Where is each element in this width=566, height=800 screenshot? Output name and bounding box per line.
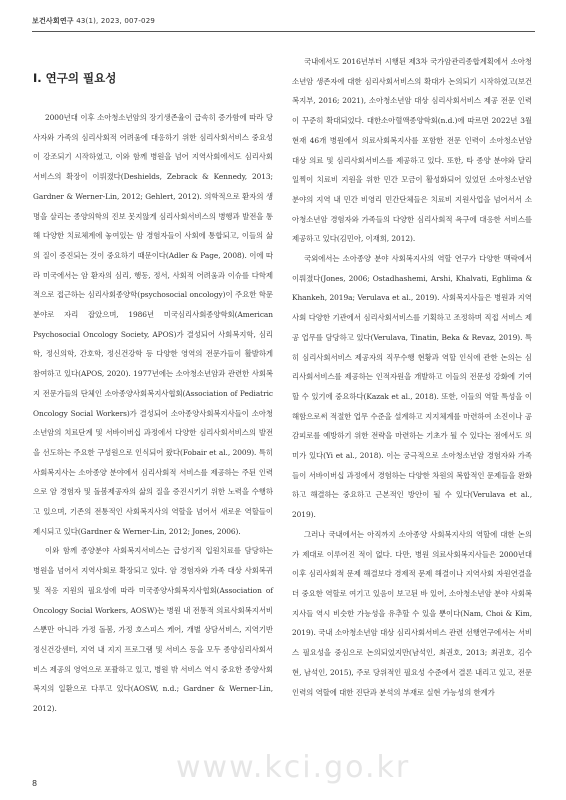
section-title-text: Ⅰ. 연구의 필요성: [33, 71, 117, 85]
body-paragraph: 국외에서는 소아종양 분야 사회복지사의 역할 연구가 다양한 맥락에서 이뤄졌다(Jones, 2006; Ostadhashemi, Arshi, Khalvati, Eghlima & Khankeh, 2019a; Verulava et al., 2019). 사회복지사들은 병원과 지역사회 다양한 기관에서 심리사회서비스를 기획하고 조정하며 직접 서비스 제공 업무를 담당하고 있다(Verulava, Tinatin, Beka & Revaz, 2019). 특히 심리사회서비스 제공자의 직무수행 현황과 역할 인식에 관한 논의는 심리사회서비스를 제공하는 인적자원을 개발하고 이들의 전문성 강화에 기여할 수 있기에 중요하다(Kazak et al., 2018). 또한, 이들의 역할 특성을 이해함으로써 적절한 업무 수준을 설계하고 지지체계를 마련하여 소진이나 공감피로를 예방하기 위한 전략을 마련하는 기초가 될 수 있다는 점에서도 의미가 있다(Yi et al., 2018). 이는 궁극적으로 소아청소년암 경험자와 가족들이 서바이버십 과정에서 경험하는 다양한 차원의 복합적인 문제들을 완화하고 해결하는 중요하고 근본적인 방안이 될 수 있다(Verulava et al., 2019).: [292, 254, 532, 520]
body-paragraph: 국내에서도 2016년부터 시행된 제3차 국가암관리종합계획에서 소아청소년암 생존자에 대한 심리사회서비스의 확대가 논의되기 시작하였고(보건복지부, 2016; 2021), 소아청소년암 대상 심리사회서비스 제공 전문 인력이 꾸준히 확대되었다. 대한소아혈액종양학회(n.d.)에 따르면 2022년 3월 현재 46개 병원에서 의료사회복지사를 포함한 전문 인력이 소아청소년암 대상 의료 및 심리사회서비스를 제공하고 있다. 또한, 타 종양 분야와 달리 일찍이 치료비 지원을 위한 민간 모금이 활성화되어 있었던 소아청소년암 분야의 지역 내 민간 비영리 민간단체들은 치료비 지원사업을 넘어서서 소아청소년암 경험자와 가족들의 다양한 심리사회적 욕구에 대응한 서비스를 제공하고 있다(김민아, 이재희, 2012).: [292, 57, 532, 244]
journal-citation: 43(1), 2023, 007-029: [76, 17, 156, 25]
body-paragraph: 2000년대 이후 소아청소년암의 장기생존율이 급속히 증가함에 따라 당사자와 가족의 심리사회적 어려움에 대응하기 위한 심리사회서비스 중요성이 강조되기 시작하였고, 이와 함께 병원을 넘어 지역사회에서도 심리사회서비스의 확장이 이뤄졌다(Deshields, Zebrack & Kennedy, 2013; Gardner & Werner-Lin, 2012; Gehlert, 2012). 의학적으로 환자의 생명을 살리는 종양의학의 진보 못지않게 심리사회서비스의 병행과 발전을 통해 다양한 치료체계에 놓여있는 암 경험자들이 사회에 통합되고, 이들의 삶의 질이 증진되는 것이 중요하기 때문이다(Adler & Page, 2008). 이에 따라 미국에서는 암 환자의 심리, 행동, 정서, 사회적 어려움과 이슈를 다학제적으로 접근하는 심리사회종양학(psychosocial oncology)이 주요한 학문분야로 자리 잡았으며, 1986년 미국심리사회종양학회(American Psychosocial Oncology Society, APOS)가 결성되어 사회복지학, 심리학, 정신의학, 간호학, 정신건강학 등 다양한 영역의 전문가들이 활발하게 참여하고 있다(APOS, 2020). 1977년에는 소아청소년암과 관련한 사회복지 전문가들의 단체인 소아종양사회복지사협회(Association of Pediatric Oncology Social Workers)가 결성되어 소아종양사회복지사들이 소아청소년암의 치료단계 및 서바이버십 과정에서 다양한 심리사회서비스의 발전을 선도하는 주요한 구성원으로 인식되어 왔다(Fobair et al., 2009). 특히 사회복지사는 소아종양 분야에서 심리사회적 서비스를 제공하는 주된 인력으로 암 경험자 및 돌봄제공자의 삶의 질을 증진시키기 위한 노력을 수행하고 있으며, 기존의 전통적인 사회복지사의 역할을 넘어서 새로운 역할들이 제시되고 있다(Gardner & Werner-Lin, 2012; Jones, 2006).: [33, 113, 273, 536]
watermark: www.kci.go.kr: [176, 750, 411, 785]
section-title: [33, 70, 116, 86]
running-header: [32, 16, 155, 26]
header-divider: [32, 31, 535, 32]
journal-name: 보건사회연구: [32, 17, 74, 25]
right-column: [292, 52, 532, 702]
body-paragraph: 그러나 국내에서는 아직까지 소아종양 사회복지사의 역할에 대한 논의가 제대로 이루어진 적이 없다. 다만, 병원 의료사회복지사들은 2000년대 이후 심리사회적 문제 해결보다 경제적 문제 해결이나 지역사회 자원연결을 더 중요한 역할로 여기고 있음이 보고된 바 있어, 소아청소년암 분야 사회복지사들 역시 비슷한 가능성을 유추할 수 있을 뿐이다(Nam, Choi & Kim, 2019). 국내 소아청소년암 대상 심리사회서비스 관련 선행연구에서는 서비스 필요성을 중심으로 논의되었지만(남석인, 최권호, 2013; 최권호, 김수현, 남석인, 2015), 주로 당위적인 필요성 수준에서 결론 내리고 있고, 전문 인력의 역할에 대한 진단과 분석의 부재로 실현 가능성의 한계가: [292, 529, 532, 697]
left-column: [33, 108, 273, 719]
page-number: 8: [32, 779, 38, 788]
body-paragraph: 이와 함께 종양분야 사회복지서비스는 급성기적 입원치료를 담당하는 병원을 넘어서 지역사회로 확장되고 있다. 암 경험자와 가족 대상 사회복귀 및 적응 지원의 필요성에 따라 미국종양사회복지사협회(Association of Oncology Social Workers, AOSW)는 병원 내 전통적 의료사회복지서비스뿐만 아니라 가정 돌봄, 가정 호스피스 케어, 개별 상담서비스, 지역기반 정신건강센터, 지역 내 지지 프로그램 및 서비스 등을 모두 종양심리사회서비스 제공의 영역으로 포괄하고 있고, 병원 밖 서비스 역시 중요한 종양사회복지의 일환으로 다루고 있다(AOSW, n.d.; Gardner & Werner-Lin, 2012).: [33, 546, 273, 714]
